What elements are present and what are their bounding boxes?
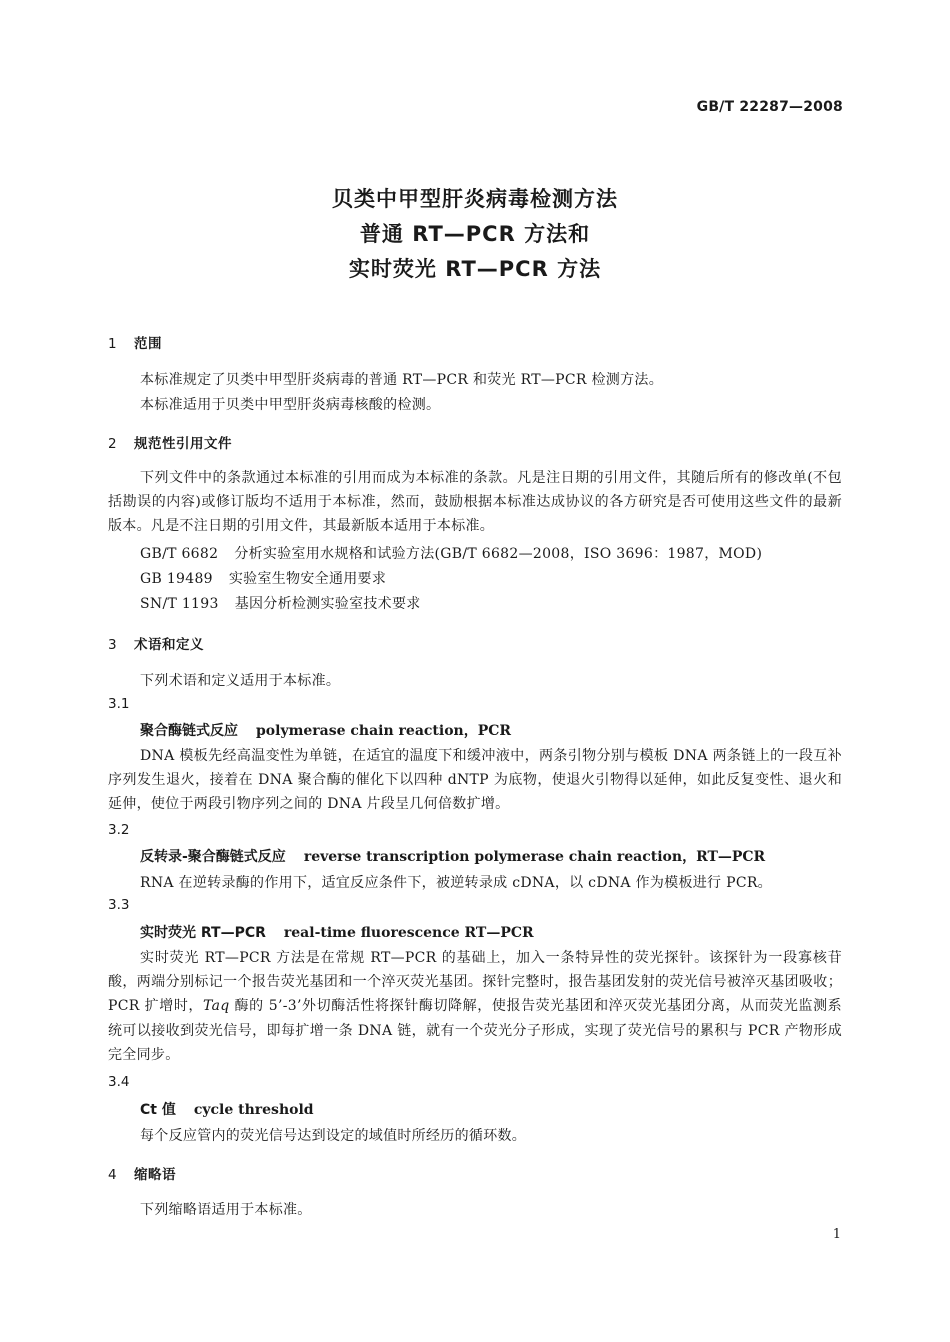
term-definition: 每个反应管内的荧光信号达到设定的域值时所经历的循环数。 (140, 1128, 527, 1144)
term-definition-part-1: 实时荧光 RT—PCR 方法是在常规 RT—PCR 的基础上，加入一条特异性的荧光探针。该探针为一段寡核苷酸，两端分别标记一个报告荧光基团和一个淬灭荧光基团。探针完整时，报告基团发射的荧光信号被淬灭基团吸收；PCR 扩增时， (108, 950, 842, 1015)
page-number: 1 (832, 1227, 841, 1242)
reference-item (140, 543, 762, 563)
section-1-heading (108, 332, 162, 352)
section-title: 术语和定义 (134, 637, 204, 653)
normative-references-paragraph: 下列文件中的条款通过本标准的引用而成为本标准的条款。凡是注日期的引用文件，其随后所有的修改单(不包括勘误的内容)或修订版均不适用于本标准，然而，鼓励根据本标准达成协议的各方研究是否可使用这些文件的最新版本。凡是不注日期的引用文件，其最新版本适用于本标准。 (108, 470, 842, 535)
reference-code: GB 19489 (140, 571, 213, 587)
term-number: 3.4 (108, 1074, 130, 1090)
term-definition: RNA 在逆转录酶的作用下，适宜反应条件下，被逆转录成 cDNA，以 cDNA 作为模板进行 PCR。 (140, 875, 772, 891)
section-number: 3 (108, 637, 118, 653)
reference-item (140, 568, 386, 588)
term-heading (140, 1099, 314, 1119)
term-cn: Ct 值 (140, 1102, 176, 1118)
term-heading (140, 720, 511, 740)
term-en: cycle threshold (193, 1102, 314, 1118)
section-number: 2 (108, 436, 118, 452)
reference-title: 基因分析检测实验室技术要求 (234, 596, 421, 612)
term-number: 3.3 (108, 897, 130, 913)
scope-line-2: 本标准适用于贝类中甲型肝炎病毒核酸的检测。 (140, 397, 441, 413)
document-title-line-1: 贝类中甲型肝炎病毒检测方法 (332, 187, 618, 211)
reference-code: GB/T 6682 (140, 546, 219, 562)
section-4-heading (108, 1163, 176, 1183)
document-title-line-2: 普通 RT—PCR 方法和 (359, 222, 591, 246)
reference-title: 实验室生物安全通用要求 (228, 571, 387, 587)
term-heading (140, 846, 765, 866)
term-definition (108, 946, 842, 1067)
section-3-heading (108, 633, 204, 653)
term-heading (140, 922, 534, 942)
section-number: 4 (108, 1167, 118, 1183)
term-en: polymerase chain reaction，PCR (256, 723, 512, 739)
term-number: 3.1 (108, 696, 130, 712)
term-cn: 聚合酶链式反应 (140, 723, 238, 739)
term-en: real-time fluorescence RT—PCR (283, 925, 534, 941)
reference-title: 分析实验室用水规格和试验方法(GB/T 6682—2008，ISO 3696：1987，MOD) (234, 546, 763, 562)
document-title-line-3: 实时荧光 RT—PCR 方法 (348, 257, 602, 281)
abbreviations-intro: 下列缩略语适用于本标准。 (140, 1202, 312, 1218)
standard-code: GB/T 22287—2008 (696, 99, 843, 115)
term-cn: 实时荧光 RT—PCR (140, 925, 266, 941)
terms-intro: 下列术语和定义适用于本标准。 (140, 673, 341, 689)
section-title: 缩略语 (134, 1167, 176, 1183)
section-number: 1 (108, 336, 118, 352)
section-2-heading (108, 432, 232, 452)
taq-italic: Taq (203, 998, 230, 1015)
term-definition: DNA 模板先经高温变性为单链，在适宜的温度下和缓冲液中，两条引物分别与模板 DNA 两条链上的一段互补序列发生退火，接着在 DNA 聚合酶的催化下以四种 dNTP 为底物，使退火引物得以延伸，如此反复变性、退火和延伸，使位于两段引物序列之间的 DNA 片段呈几何倍数扩增。 (108, 748, 842, 813)
term-en: reverse transcription polymerase chain reaction，RT—PCR (303, 849, 766, 865)
term-definition-part-2: 酶的 5’-3’外切酶活性将探针酶切降解，使报告荧光基团和淬灭荧光基团分离，从而荧光监测系统可以接收到荧光信号，即每扩增一条 DNA 链，就有一个荧光分子形成，实现了荧光信号的累积与 PCR 产物形成完全同步。 (108, 998, 842, 1063)
section-title: 规范性引用文件 (134, 436, 232, 452)
term-number: 3.2 (108, 822, 130, 838)
scope-line-1: 本标准规定了贝类中甲型肝炎病毒的普通 RT—PCR 和荧光 RT—PCR 检测方法。 (140, 372, 664, 388)
reference-item (140, 593, 421, 613)
section-title: 范围 (134, 336, 162, 352)
term-cn: 反转录-聚合酶链式反应 (140, 849, 286, 865)
reference-code: SN/T 1193 (140, 596, 219, 612)
